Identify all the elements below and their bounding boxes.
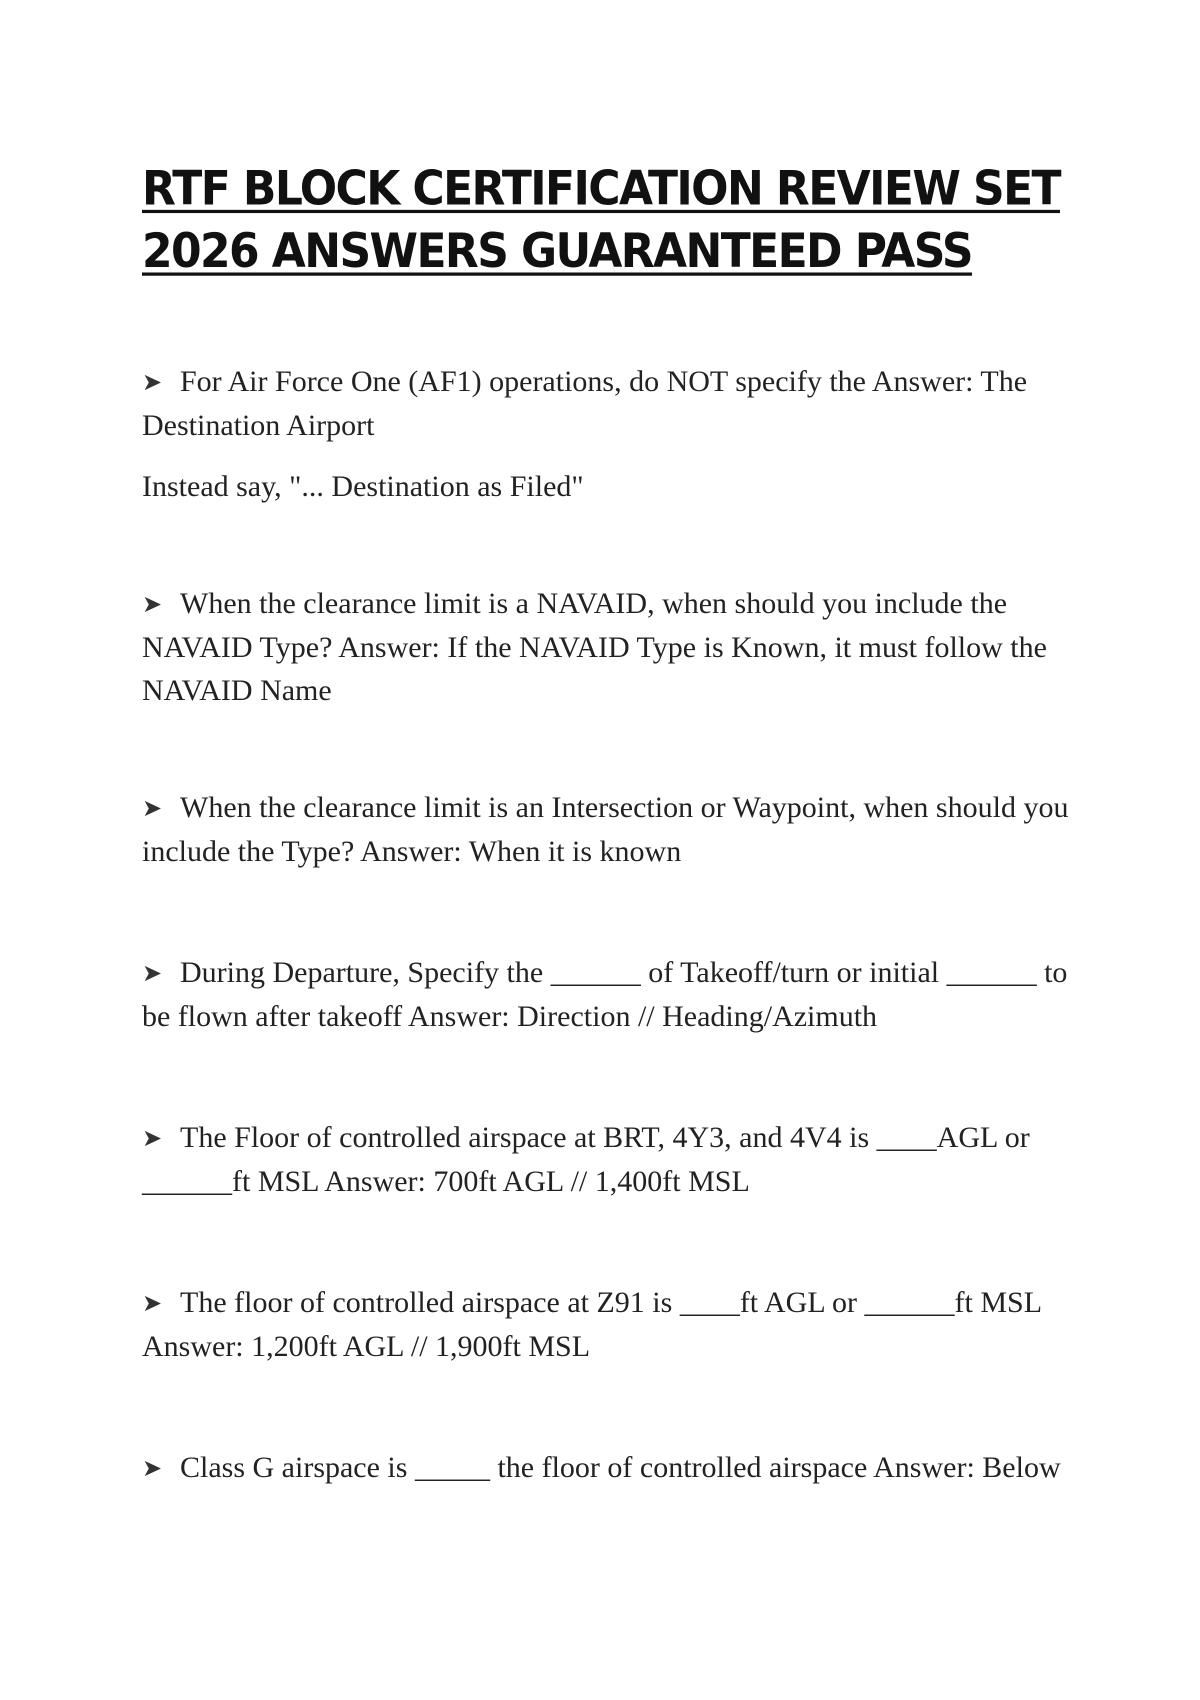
arrow-bullet-icon: ➤ bbox=[142, 1124, 163, 1152]
title-line-1: RTF BLOCK CERTIFICATION REVIEW SET bbox=[142, 161, 1060, 217]
arrow-bullet-icon: ➤ bbox=[142, 1454, 163, 1482]
question-text: ➤ During Departure, Specify the ______ of Takeoff/turn or initial ______ to be flown after takeoff Answer: Direction // Heading/Azimuth bbox=[142, 951, 1082, 1038]
arrow-bullet-icon: ➤ bbox=[142, 590, 163, 618]
title-line-2: 2026 ANSWERS GUARANTEED PASS bbox=[142, 223, 972, 279]
question-text: ➤ The floor of controlled airspace at Z91 is ____ft AGL or ______ft MSL Answer: 1,200ft AGL // 1,900ft MSL bbox=[142, 1281, 1082, 1368]
question-item-z91-floor bbox=[142, 1281, 1082, 1368]
document-title bbox=[142, 158, 1060, 283]
arrow-bullet-icon: ➤ bbox=[142, 1289, 163, 1317]
question-list bbox=[142, 360, 1082, 1490]
question-text: ➤ When the clearance limit is an Intersection or Waypoint, when should you include the Type? Answer: When it is known bbox=[142, 786, 1082, 873]
arrow-bullet-icon: ➤ bbox=[142, 368, 163, 396]
question-item-brt-floor bbox=[142, 1116, 1082, 1203]
question-item-af1 bbox=[142, 360, 1082, 508]
question-note: Instead say, "... Destination as Filed" bbox=[142, 470, 584, 503]
question-item-navaid bbox=[142, 582, 1082, 712]
question-item-class-g bbox=[142, 1446, 1082, 1490]
question-item-departure bbox=[142, 951, 1082, 1038]
question-text: ➤ The Floor of controlled airspace at BRT, 4Y3, and 4V4 is ____AGL or ______ft MSL Answer: 700ft AGL // 1,400ft MSL bbox=[142, 1116, 1082, 1203]
question-text: ➤ When the clearance limit is a NAVAID, when should you include the NAVAID Type? Answer: If the NAVAID Type is Known, it must follow the NAVAID Name bbox=[142, 582, 1082, 712]
arrow-bullet-icon: ➤ bbox=[142, 959, 163, 987]
question-text: ➤ For Air Force One (AF1) operations, do NOT specify the Answer: The Destination Airport bbox=[142, 360, 1082, 447]
arrow-bullet-icon: ➤ bbox=[142, 794, 163, 822]
question-item-intersection bbox=[142, 786, 1082, 873]
question-text: ➤ Class G airspace is _____ the floor of controlled airspace Answer: Below bbox=[142, 1446, 1082, 1490]
